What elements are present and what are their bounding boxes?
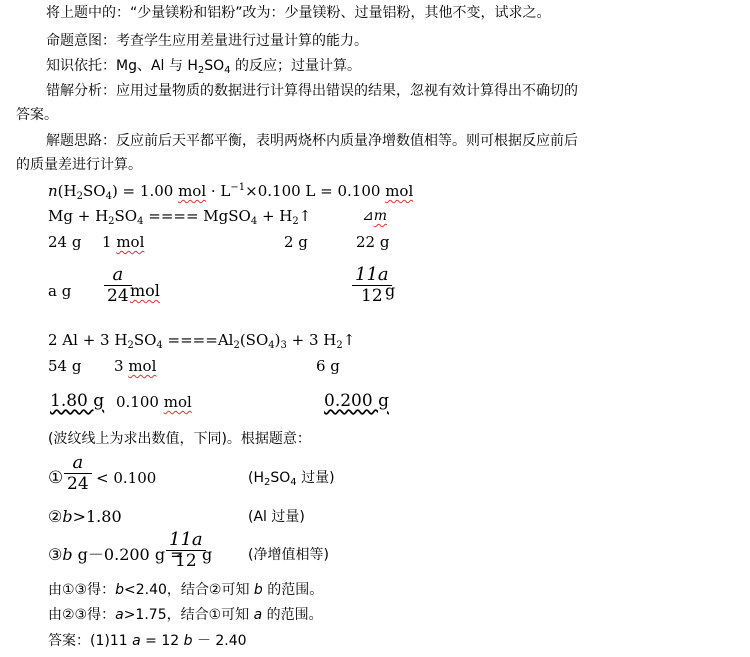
- moles-calc-line: $n(H_2SO_4) = 1.00$ mol · $L^{-1}\times 0.100$ L = 0.100 mol: [48, 182, 414, 202]
- cond3-fraction: 11a 12: [166, 530, 206, 571]
- mg-equation: $Mg + H_2SO_4$ ==== MgSO$_4$ + $H_2↑$: [48, 207, 312, 227]
- cond3-note: (净增值相等): [248, 547, 329, 563]
- al-equation: 2 Al + 3 $H_2SO_4 ====Al_2(SO_4)_3 + 3$ $H_2↑$: [48, 331, 356, 351]
- al-moles-result: 0.100 mol: [116, 393, 192, 411]
- al-h2-result: 0.200 g: [324, 391, 389, 411]
- al-molar-mass: 54 g: [48, 357, 82, 375]
- al-h2-mass: 6 g: [316, 357, 340, 375]
- delta-m-label: ⊿m: [362, 208, 388, 224]
- intro-line: 将上题中的：“少量镁粉和铝粉”改为：少量镁粉、过量铝粉，其他不变，试求之。: [46, 5, 551, 21]
- answer-line: 答案：(1)11 a = 12 b － 2.40: [48, 633, 247, 649]
- mg-acid-moles: 1 mol: [102, 233, 145, 251]
- solution-cont: 的质量差进行计算。: [16, 157, 142, 173]
- cond3-left: ③b g－0.200 g =: [48, 545, 184, 564]
- intent-line: 命题意图：考查学生应用差量进行过量计算的能力。: [46, 33, 368, 49]
- error-analysis-line: 错解分析：应用过量物质的数据进行计算得出错误的结果，忽视有效计算得出不确切的: [46, 83, 578, 99]
- solution-line: 解题思路：反应前后天平都平衡，表明两烧杯内质量净增数值相等。则可根据反应前后: [46, 133, 578, 149]
- al-acid-moles: 3 mol: [114, 357, 157, 375]
- mg-mass-a: a g: [48, 282, 72, 300]
- cond1-note: ($H_2SO_4$ 过量): [248, 470, 335, 488]
- cond1-relation: < 0.100: [96, 469, 157, 487]
- cond2-note: (Al 过量): [248, 509, 305, 525]
- mg-moles-unit: mol: [130, 281, 160, 300]
- wavy-note: (波纹线上为求出数值，下同)。根据题意：: [48, 431, 311, 447]
- knowledge-line: 知识依托：Mg、Al 与 $H_2SO_4$ 的反应；过量计算。: [46, 58, 361, 76]
- mg-delta-fraction: 11a 12: [352, 265, 392, 306]
- mg-delta-mass: 22 g: [356, 233, 390, 251]
- mg-moles-fraction: a 24: [104, 265, 132, 306]
- error-analysis-cont: 答案。: [16, 107, 58, 123]
- cond1-fraction: a 24: [64, 453, 92, 494]
- mg-delta-unit: g: [385, 281, 396, 300]
- al-mass-result: 1.80 g: [50, 391, 105, 411]
- cond3-unit: g: [202, 545, 213, 564]
- cond1-mark: ①: [48, 468, 64, 488]
- conclusion-a: 由②③得：a>1.75，结合①可知 a 的范围。: [48, 607, 323, 623]
- mg-molar-mass: 24 g: [48, 233, 82, 251]
- mg-h2-mass: 2 g: [284, 233, 308, 251]
- cond2-line: ②b>1.80: [48, 507, 122, 526]
- conclusion-b: 由①③得：b<2.40，结合②可知 b 的范围。: [48, 582, 324, 598]
